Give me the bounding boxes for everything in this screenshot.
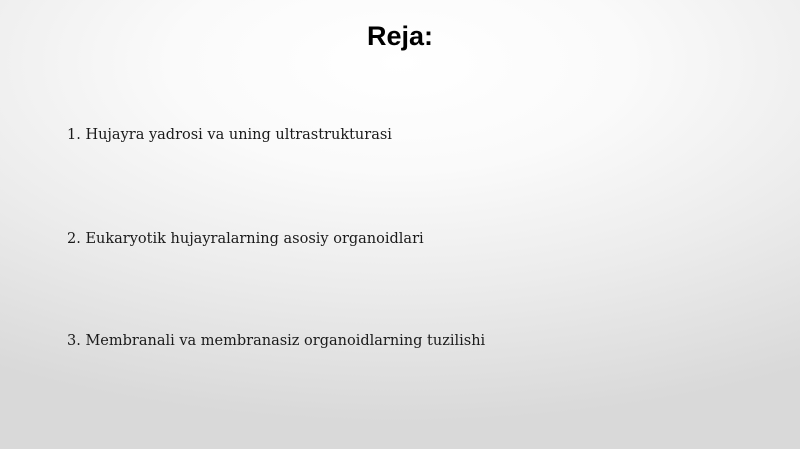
plan-item-2: 2. Eukaryotik hujayralarning asosiy organoidlari [67,231,424,247]
plan-item-3: 3. Membranali va membranasiz organoidlarning tuzilishi [67,333,486,349]
slide-title: Reja: [366,21,434,51]
plan-item-1: 1. Hujayra yadrosi va uning ultrastrukturasi [67,127,392,143]
